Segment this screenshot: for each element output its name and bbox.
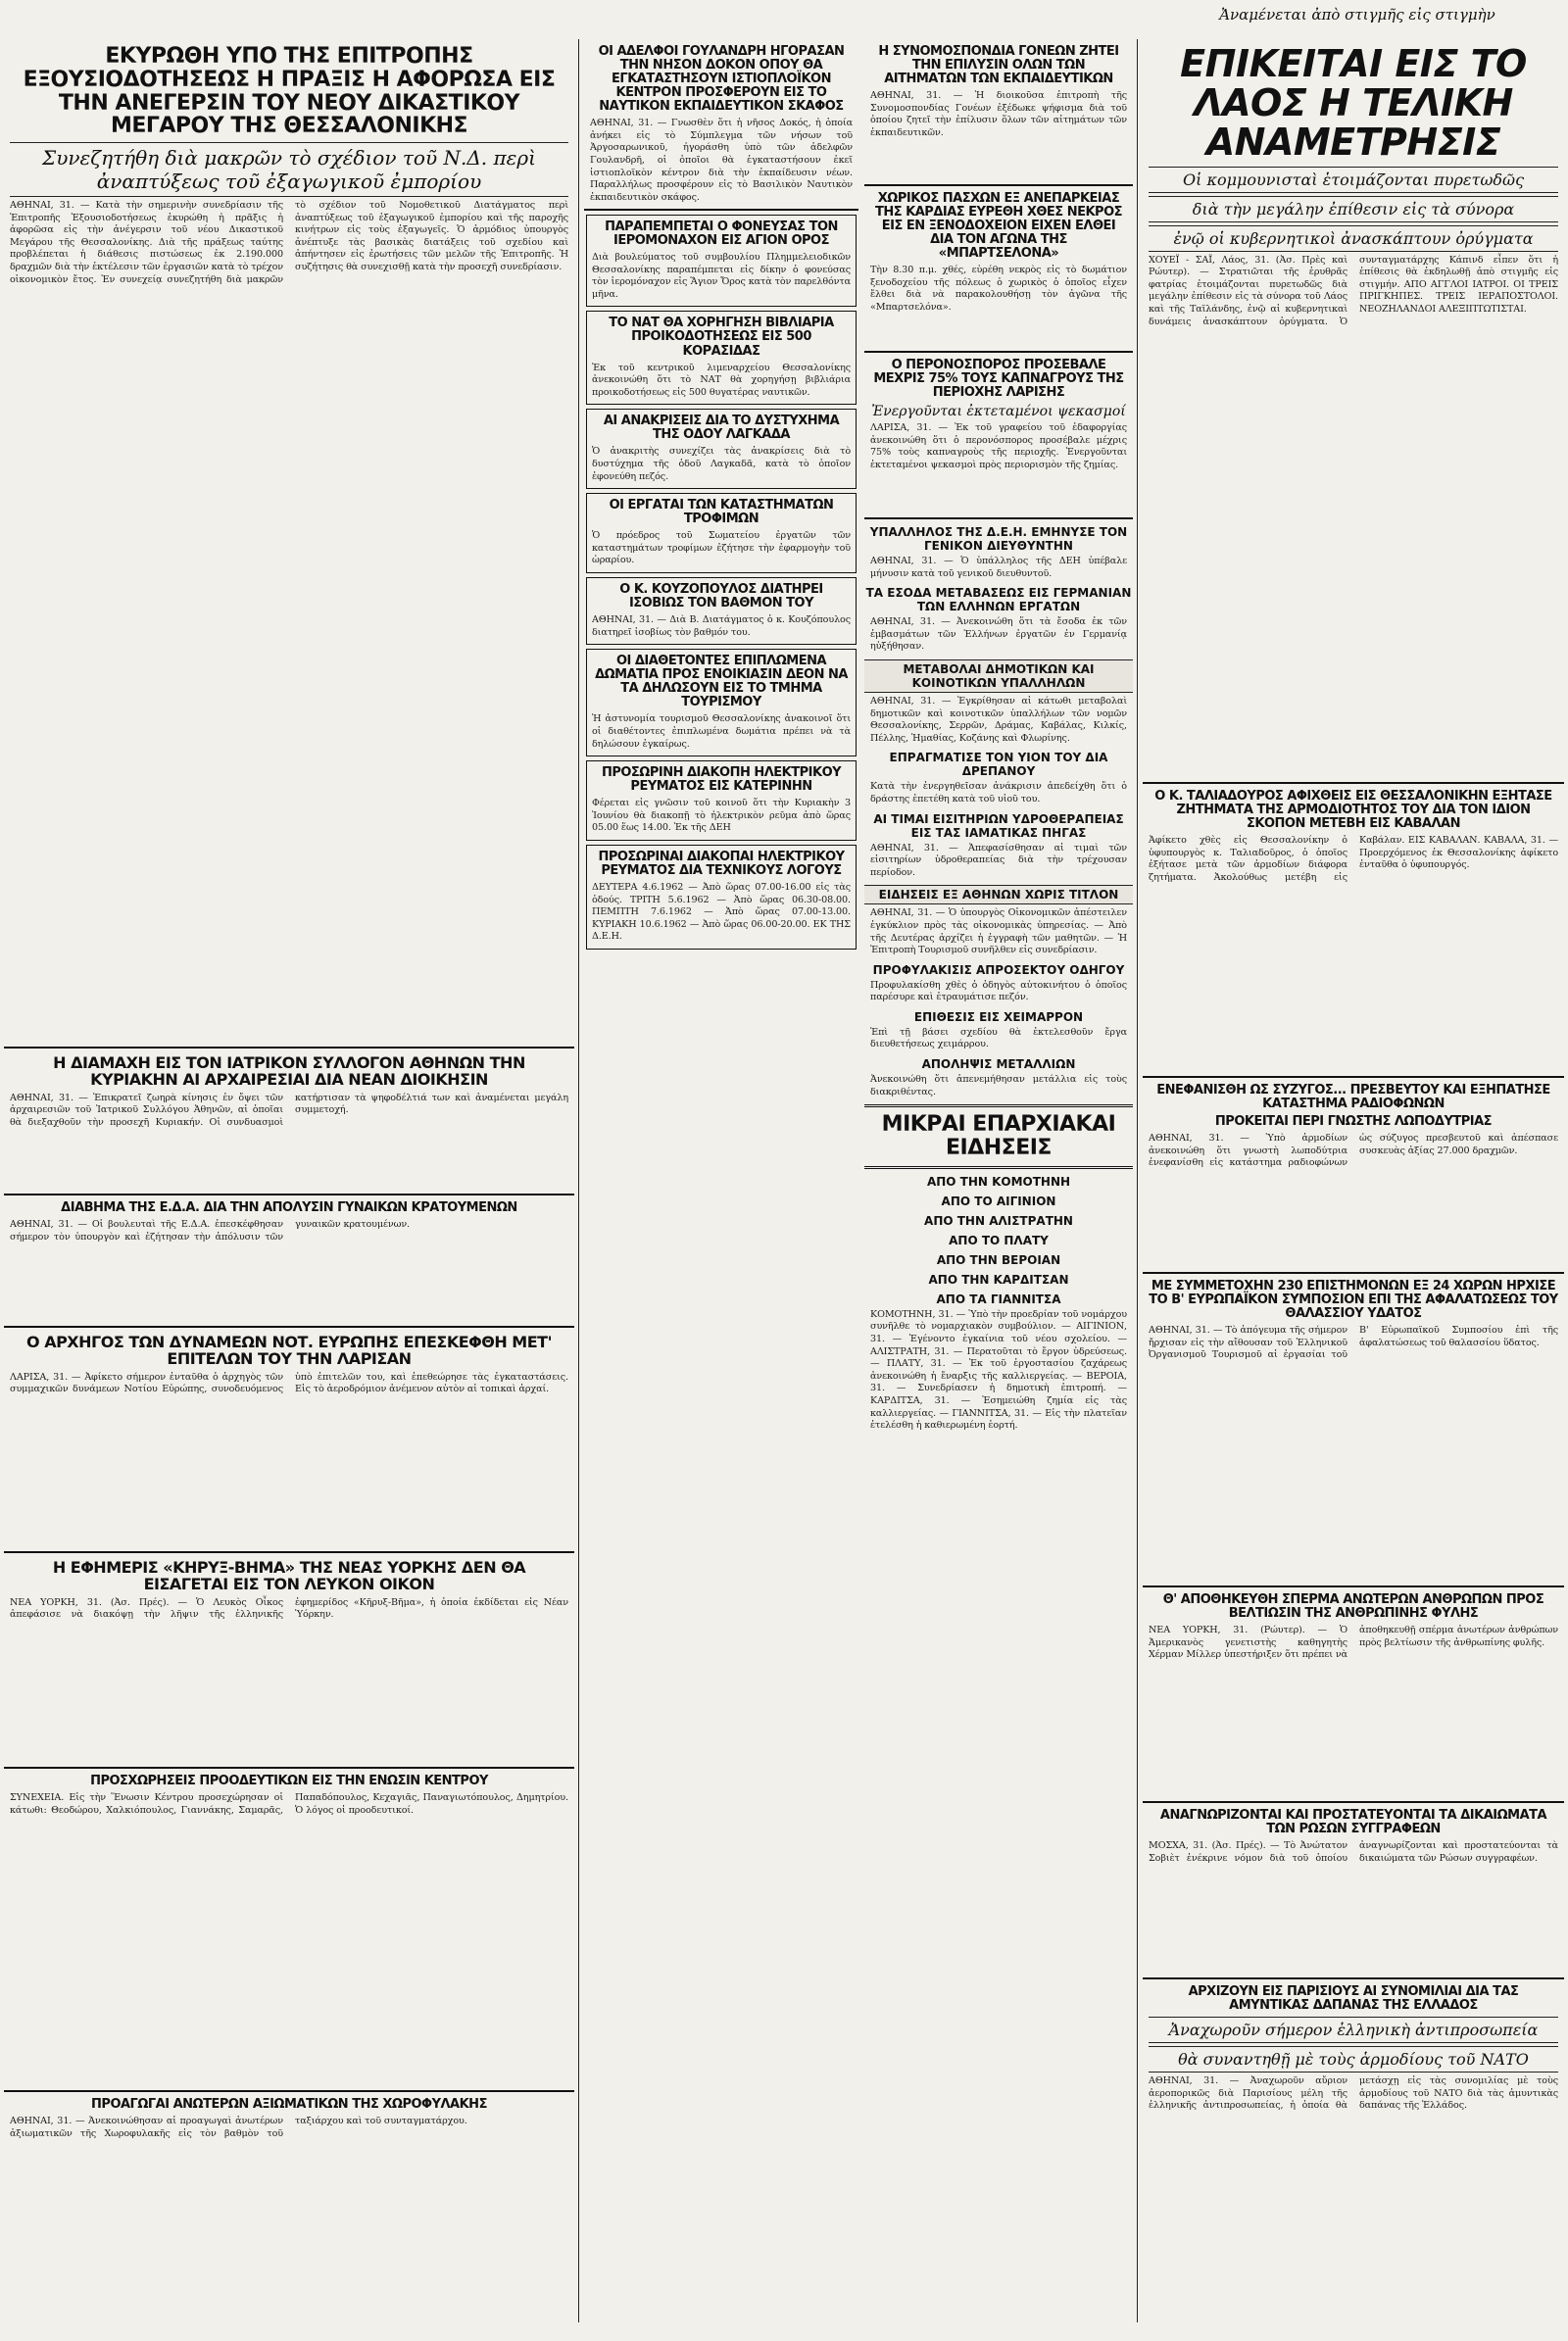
box-monk-headline: ΠΑΡΑΠΕΜΠΕΤΑΙ Ο ΦΟΝΕΥΣΑΣ ΤΟΝ ΙΕΡΟΜΟΝΑΧΟΝ ΕΙΣ ΑΓΙΟΝ ΟΡΟΣ [605,219,838,249]
column-center-left [584,39,858,2332]
story-radio-shop-headline: ΕΝΕΦΑΝΙΣΘΗ ΩΣ ΣΥΖΥΓΟΣ... ΠΡΕΣΒΕΥΤΟΥ ΚΑΙ ΕΞΗΠΑΤΗΣΕ ΚΑΤΑΣΤΗΜΑ ΡΑΔΙΟΦΩΝΩΝ [1156,1083,1550,1112]
story-springs-headline: ΑΙ ΤΙΜΑΙ ΕΙΣΙΤΗΡΙΩΝ ΥΔΡΟΘΕΡΑΠΕΙΑΣ ΕΙΣ ΤΑΣ ΙΑΜΑΤΙΚΑΣ ΠΗΓΑΣ [873,811,1124,840]
story-kiryx-body: ΝΕΑ ΥΟΡΚΗ, 31. (Ἀσ. Πρές). — Ὁ Λευκὸς Οἶκος ἀπεφάσισε νὰ διακόψῃ τὴν λῆψιν τῆς ἑλληνικῆς ἐφημερίδος «Κῆρυξ-Βῆμα», ἡ ὁποία ἐκδίδεται εἰς Νέαν Ὑόρκην. [10,1596,568,1621]
story-gendarmerie-body: ΑΘΗΝΑΙ, 31. — Ἀνεκοινώθησαν αἱ προαγωγαὶ ἀνωτέρων ἀξιωματικῶν τῆς Χωροφυλακῆς εἰς τὸν βαθμὸν τοῦ ταξιάρχου καὶ τοῦ συνταγματάρχου. [10,2116,467,2139]
box-nat [586,311,857,405]
story-kiryx-headline: Η ΕΦΗΜΕΡΙΣ «ΚΗΡΥΞ-ΒΗΜΑ» ΤΗΣ ΝΕΑΣ ΥΟΡΚΗΣ ΔΕΝ ΘΑ ΕΙΣΑΓΕΤΑΙ ΕΙΣ ΤΟΝ ΛΕΥΚΟΝ ΟΙΚΟΝ [52,1558,526,1594]
story-torrent-body: Ἐπὶ τῇ βάσει σχεδίου θὰ ἐκτελεσθοῦν ἔργα διευθετήσεως χειμάρρου. [870,1026,1127,1050]
story-sperm [1143,1587,1564,1803]
story-taliadouros-headline: Ο Κ. ΤΑΛΙΑΔΟΥΡΟΣ ΑΦΙΧΘΕΙΣ ΕΙΣ ΘΕΣΣΑΛΟΝΙΚΗΝ ΕΞΗΤΑΣΕ ΖΗΤΗΜΑΤΑ ΤΗΣ ΑΡΜΟΔΙΟΤΗΤΟΣ ΤΟΥ ΔΙΑ ΤΟΝ ΙΔΙΟΝ ΣΚΟΠΟΝ ΜΕΤΕΒΗ ΕΙΣ ΚΑΒΑΛΑΝ [1154,789,1552,832]
story-gendarmerie [4,2092,574,2288]
story-untitled-news-headline: ΕΙΔΗΣΕΙΣ ΕΞ ΑΘΗΝΩΝ ΧΩΡΙΣ ΤΙΤΛΟΝ [864,885,1133,904]
box-workers [586,493,857,573]
story-doctors-headline: Η ΔΙΑΜΑΧΗ ΕΙΣ ΤΟΝ ΙΑΤΡΙΚΟΝ ΣΥΛΛΟΓΟΝ ΑΘΗΝΩΝ ΤΗΝ ΚΥΡΙΑΚΗΝ ΑΙ ΑΡΧΑΙΡΕΣΙΑΙ ΔΙΑ ΝΕΑΝ ΔΙΟΙΚΗΣΙΝ [53,1053,525,1090]
column-left [4,39,574,2332]
notice-katerini [586,760,857,841]
story-goulandris-body: ΑΘΗΝΑΙ, 31. — Γνωσθὲν ὅτι ἡ νῆσος Δοκός, ἡ ὁποία ἀνήκει εἰς τὸ Σύμπλεγμα τῶν νήσων τοῦ Ἀργοσαρωνικοῦ, ἠγοράσθη ὑπὸ τῶν ἀδελφῶν Γουλανδρῆ, οἱ ὁποῖοι θὰ ἐγκαταστήσουν ἐκεῖ ἱστιοπλοϊκὸν κέντρον διὰ τὴν ἐκπαίδευσιν νέων. Παραλλήλως προσφέρουν εἰς τὸ Βασιλικὸν Ναυτικὸν ἐκπαιδευτικὸν σκάφος. [590,118,853,203]
notice-power-cuts-body: ΔΕΥΤΕΡΑ 4.6.1962 — Ἀπὸ ὥρας 07.00-16.00 εἰς τὰς ὁδούς. ΤΡΙΤΗ 5.6.1962 — Ἀπὸ ὥρας 06.30-08.00. ΠΕΜΠΤΗ 7.6.1962 — Ἀπὸ ὥρας 07.00-13.00. ΚΥΡΙΑΚΗ 10.6.1962 — Ἀπὸ ὥρας 06.00-20.00. ΕΚ ΤΗΣ Δ.Ε.Η. [592,882,851,943]
box-monk-body: Διὰ βουλεύματος τοῦ συμβουλίου Πλημμελειοδικῶν Θεσσαλονίκης παραπέμπεται εἰς δίκην ὁ φονεύσας τὸν ἱερομόναχον εἰς Ἅγιον Ὄρος κατὰ τὸν παρελθόντα μῆνα. [592,252,851,300]
story-torrent-headline: ΕΠΙΘΕΣΙΣ ΕΙΣ ΧΕΙΜΑΡΡΟΝ [913,1009,1084,1024]
box-lagkada [586,409,857,489]
story-medals-headline: ΑΠΟΛΗΨΙΣ ΜΕΤΑΛΛΙΩΝ [921,1057,1076,1072]
box-monk [586,215,857,307]
story-barcelona-headline: ΧΩΡΙΚΟΣ ΠΑΣΧΩΝ ΕΞ ΑΝΕΠΑΡΚΕΙΑΣ ΤΗΣ ΚΑΡΔΙΑΣ ΕΥΡΕΘΗ ΧΘΕΣ ΝΕΚΡΟΣ ΕΙΣ ΕΝ ΞΕΝΟΔΟΧΕΙΟΝ ΕΙΧΕΝ ΕΛΘΕΙ ΔΙΑ ΤΟΝ ΑΓΩΝΑ ΤΗΣ «ΜΠΑΡΤΣΕΛΟΝΑ» [875,191,1122,262]
provincial-place: ΑΠΟ ΤΑ ΓΙΑΝΝΙΤΣΑ [936,1292,1061,1306]
provincial-place: ΑΠΟ ΤΟ ΠΛΑΤΥ [949,1233,1049,1247]
lead-body: ΑΘΗΝΑΙ, 31. — Κατὰ τὴν σημερινὴν συνεδρίασιν τῆς Ἐπιτροπῆς Ἐξουσιοδοτήσεως ἐκυρώθη ἡ πρᾶξις ἡ ἀφορῶσα εἰς τὴν ἀνέγερσιν τοῦ νέου Δικαστικοῦ Μεγάρου τῆς Θεσσαλονίκης. Διὰ τῆς πράξεως ταύτης προβλέπεται ἡ διάθεσις πιστώσεως ἐκ 2.190.000 δραχμῶν διὰ τὴν ἐκτέλεσιν τῶν ἐργασιῶν κατὰ τὸ τρέχον οἰκονομικὸν ἔτος. Ἐν συνεχείᾳ συνεζητήθη διὰ μακρῶν τὸ σχέδιον τοῦ Νομοθετικοῦ Διατάγματος περὶ ἀναπτύξεως τοῦ ἐξαγωγικοῦ ἐμπορίου καὶ τῆς παροχῆς κινήτρων εἰς τοὺς ἐξαγωγεῖς. Ὁ ἁρμόδιος ὑπουργὸς ἀνέπτυξε τὰς βασικὰς διατάξεις τοῦ σχεδίου καὶ ἀπήντησεν εἰς ἐρωτήσεις τῶν μελῶν τῆς Ἐπιτροπῆς. Ἡ συζήτησις θὰ συνεχισθῇ κατὰ τὴν προσεχῆ συνεδρίασιν. [10,200,568,285]
story-tobacco-headline: Ο ΠΕΡΟΝΟΣΠΟΡΟΣ ΠΡΟΣΕΒΑΛΕ ΜΕΧΡΙΣ 75% ΤΟΥΣ ΚΑΠΝΑΓΡΟΥΣ ΤΗΣ ΠΕΡΙΟΧΗΣ ΛΑΡΙΣΗΣ [873,358,1124,401]
column-right [1143,39,1564,2332]
story-municipal-body: ΑΘΗΝΑΙ, 31. — Ἐγκρίθησαν αἱ κάτωθι μεταβολαὶ δημοτικῶν καὶ κοινοτικῶν ὑπαλλήλων τῶν νομῶν Θεσσαλονίκης, Σερρῶν, Δράμας, Καβάλας, Κιλκίς, Πέλλης, Ἠμαθίας, Κοζάνης καὶ Φλωρίνης. [870,695,1127,744]
story-laos [1143,39,1564,784]
story-laos-sub3: ἐνῷ οἱ κυβερνητικοὶ ἀνασκάπτουν ὀρύγματα [1149,225,1558,252]
story-gendarmerie-headline: ΠΡΟΑΓΩΓΑΙ ΑΝΩΤΕΡΩΝ ΑΞΙΩΜΑΤΙΚΩΝ ΤΗΣ ΧΩΡΟΦΥΛΑΚΗΣ [91,2097,487,2112]
provincial-place: ΑΠΟ ΤΗΝ ΑΛΙΣΤΡΑΤΗΝ [924,1213,1073,1228]
story-radio-shop-sub: ΠΡΟΚΕΙΤΑΙ ΠΕΡΙ ΓΝΩΣΤΗΣ ΛΩΠΟΔΥΤΡΙΑΣ [1214,1114,1493,1130]
story-taliadouros-body: Ἀφίκετο χθὲς εἰς Θεσσαλονίκην ὁ ὑφυπουργὸς κ. Ταλιαδοῦρος, ὁ ὁποῖος ἐξήτασε μετὰ τῶν ἁρμοδίων διάφορα ζητήματα. Ἀκολούθως μετέβη εἰς Καβάλαν. ΕΙΣ ΚΑΒΑΛΑΝ. ΚΑΒΑΛΑ, 31. — Προερχόμενος ἐκ Θεσσαλονίκης ἀφίκετο ἐνταῦθα ὁ ὑφυπουργός. [1149,835,1558,883]
box-rooms-headline: ΟΙ ΔΙΑΘΕΤΟΝΤΕΣ ΕΠΙΠΛΩΜΕΝΑ ΔΩΜΑΤΙΑ ΠΡΟΣ ΕΝΟΙΚΙΑΣΙΝ ΔΕΟΝ ΝΑ ΤΑ ΔΗΛΩΣΟΥΝ ΕΙΣ ΤΟ ΤΜΗΜΑ ΤΟΥΡΙΣΜΟΥ [595,654,848,710]
story-laos-body: ΧΟΥΕΪ - ΣΑΪ, Λάος, 31. (Ἀσ. Πρὲς καὶ Ρώυτερ). — Στρατιῶται τῆς ἑρυθρᾶς φατρίας ἐτοιμάζονται πυρετωδῶς διὰ μεγάλην ἐπίθεσιν εἰς τὰ σύνορα τοῦ Λάος καὶ τῆς Ταϊλάνδης, ἐνῷ αἱ κυβερνητικαὶ δυνάμεις ἀνασκάπτουν ὀρύγματα. Ὁ συνταγματάρχης Κάπινδ εἶπεν ὅτι ἡ ἐπίθεσις θὰ ἐκδηλωθῇ ἀπὸ στιγμῆς εἰς στιγμήν. ΑΠΟ ΑΓΓΛΟΙ ΙΑΤΡΟΙ. ΟΙ ΤΡΕΙΣ ΠΡΙΓΚΗΠΕΣ. ΤΡΕΙΣ ΙΕΡΑΠΟΣΤΟΛΟΙ. ΝΕΟΖΗΛΑΝΔΟΙ ΑΛΕΞΙΠΤΩΤΙΣΤΑΙ. [1149,254,1558,327]
story-barcelona [864,186,1133,353]
story-center-union-body: ΣΥΝΕΧΕΙΑ. Εἰς τὴν Ἕνωσιν Κέντρου προσεχώρησαν οἱ κάτωθι: Θεοδώρου, Χαλκιόπουλος, Γιαννάκης, Σαμαρᾶς, Παπαδόπουλος, Κεχαγιᾶς, Παναγιωτόπουλος, Δημητρίου. Ὁ λόγος οἱ προοδευτικοί. [10,1792,568,1816]
story-symposium-body: ΑΘΗΝΑΙ, 31. — Τὸ ἀπόγευμα τῆς σήμερον ἤρχισαν εἰς τὴν αἴθουσαν τοῦ Ἑλληνικοῦ Ὀργανισμοῦ Τουρισμοῦ αἱ ἐργασίαι τοῦ Β' Εὐρωπαϊκοῦ Συμποσίου ἐπὶ τῆς ἀφαλατώσεως τοῦ θαλασσίου ὕδατος. [1149,1325,1558,1361]
story-eda-headline: ΔΙΑΒΗΜΑ ΤΗΣ Ε.Δ.Α. ΔΙΑ ΤΗΝ ΑΠΟΛΥΣΙΝ ΓΥΝΑΙΚΩΝ ΚΡΑΤΟΥΜΕΝΩΝ [61,1200,517,1215]
story-goulandris [584,39,858,211]
story-sperm-body: ΝΕΑ ΥΟΡΚΗ, 31. (Ρώυτερ). — Ὁ Ἀμερικανὸς γενετιστὴς καθηγητὴς Χέρμαν Μίλλερ ὑπεστήριξεν ὅτι πρέπει νὰ ἀποθηκευθῇ σπέρμα ἀνωτέρων ἀνθρώπων πρὸς βελτίωσιν τῆς ἀνθρωπίνης φυλῆς. [1149,1625,1558,1661]
notice-power-cuts [586,845,857,950]
box-kouzopoulos-headline: Ο Κ. ΚΟΥΖΟΠΟΥΛΟΣ ΔΙΑΤΗΡΕΙ ΙΣΟΒΙΩΣ ΤΟΝ ΒΑΘΜΟΝ ΤΟΥ [619,582,823,611]
story-nato-commander-headline: Ο ΑΡΧΗΓΟΣ ΤΩΝ ΔΥΝΑΜΕΩΝ ΝΟΤ. ΕΥΡΩΠΗΣ ΕΠΕΣΚΕΦΘΗ ΜΕΤ' ΕΠΙΤΕΛΩΝ ΤΟΥ ΤΗΝ ΛΑΡΙΣΑΝ [26,1333,552,1369]
story-dei-body: ΑΘΗΝΑΙ, 31. — Ὁ ὑπάλληλος τῆς ΔΕΗ ὑπέβαλε μήνυσιν κατὰ τοῦ γενικοῦ διευθυντοῦ. [870,556,1127,579]
column-rule [578,39,579,2322]
lead-subheadline: Συνεζητήθη διὰ μακρῶν τὸ σχέδιον τοῦ Ν.Δ. περὶ ἀναπτύξεως τοῦ ἐξαγωγικοῦ ἐμπορίου [10,142,568,197]
notice-power-cuts-headline: ΠΡΟΣΩΡΙΝΑΙ ΔΙΑΚΟΠΑΙ ΗΛΕΚΤΡΙΚΟΥ ΡΕΥΜΑΤΟΣ ΔΙΑ ΤΕΧΝΙΚΟΥΣ ΛΟΓΟΥΣ [598,850,845,879]
story-nato-commander [4,1328,574,1553]
story-kiryx [4,1553,574,1769]
story-germany-headline: ΤΑ ΕΣΟΔΑ ΜΕΤΑΒΑΣΕΩΣ ΕΙΣ ΓΕΡΜΑΝΙΑΝ ΤΩΝ ΕΛΛΗΝΩΝ ΕΡΓΑΤΩΝ [865,586,1132,614]
story-nato-commander-body: ΛΑΡΙΣΑ, 31. — Ἀφίκετο σήμερον ἐνταῦθα ὁ ἀρχηγὸς τῶν συμμαχικῶν δυνάμεων Νοτίου Εὐρώπης, συνοδευόμενος ὑπὸ ἐπιτελῶν του, καὶ ἐπεθεώρησε τὰς ἐγκαταστάσεις. Εἰς τὸ ἀεροδρόμιον ἀνέμενον αὐτὸν αἱ τοπικαὶ ἀρχαί. [10,1371,568,1395]
provincial-place: ΑΠΟ ΤΗΝ ΚΟΜΟΤΗΝΗ [926,1174,1071,1189]
story-tobacco-body: ΛΑΡΙΣΑ, 31. — Ἐκ τοῦ γραφείου τοῦ ἐδαφοργίας ἀνεκοινώθη ὅτι ὁ περονόσπορος προσέβαλε μέχρις 75% τοὺς καπναγροὺς τῆς περιοχῆς. Ἐνεργοῦνται ἐκτεταμένοι ψεκασμοὶ πρὸς περιορισμὸν τῆς ζημίας. [870,422,1127,470]
story-center-union [4,1769,574,2092]
story-eda-body: ΑΘΗΝΑΙ, 31. — Οἱ βουλευταὶ τῆς Ε.Δ.Α. ἐπεσκέφθησαν σήμερον τὸν ὑπουργὸν καὶ ἐζήτησαν τὴν ἀπόλυσιν τῶν γυναικῶν κρατουμένων. [10,1219,411,1243]
story-parents [864,39,1133,186]
story-springs-body: ΑΘΗΝΑΙ, 31. — Ἀπεφασίσθησαν αἱ τιμαὶ τῶν εἰσιτηρίων ὑδροθεραπείας διὰ τὴν τρέχουσαν περίοδον. [870,842,1127,878]
story-doctors [4,1049,574,1195]
story-symposium-headline: ΜΕ ΣΥΜΜΕΤΟΧΗΝ 230 ΕΠΙΣΤΗΜΟΝΩΝ ΕΞ 24 ΧΩΡΩΝ ΗΡΧΙΣΕ ΤΟ Β' ΕΥΡΩΠΑΪΚΟΝ ΣΥΜΠΟΣΙΟΝ ΕΠΙ ΤΗΣ ΑΦΑΛΑΤΩΣΕΩΣ ΤΟΥ ΘΑΛΑΣΣΙΟΥ ΥΔΑΤΟΣ [1149,1279,1558,1322]
story-russian-writers [1143,1803,1564,1979]
box-rooms [586,649,857,756]
story-doctors-body: ΑΘΗΝΑΙ, 31. — Ἐπικρατεῖ ζωηρὰ κίνησις ἐν ὄψει τῶν ἀρχαιρεσιῶν τοῦ Ἰατρικοῦ Συλλόγου Ἀθηνῶν, αἱ ὁποῖαι θὰ διεξαχθοῦν τὴν προσεχῆ Κυριακήν. Οἱ συνδυασμοὶ κατήρτισαν τὰ ψηφοδέλτιά των καὶ ἀναμένεται μεγάλη συμμετοχή. [10,1092,568,1128]
box-lagkada-body: Ὁ ἀνακριτὴς συνεχίζει τὰς ἀνακρίσεις διὰ τὸ δυστύχημα τῆς ὁδοῦ Λαγκαδᾶ, κατὰ τὸ ὁποῖον ἐφονεύθη πεζός. [592,446,851,482]
column-rule [1137,39,1138,2322]
provincial-place: ΑΠΟ ΤΗΝ ΒΕΡΟΙΑΝ [936,1252,1061,1267]
box-nat-body: Ἐκ τοῦ κεντρικοῦ λιμεναρχείου Θεσσαλονίκης ἀνεκοινώθη ὅτι τὸ ΝΑΤ θὰ χορηγήσῃ βιβλιάρια προικοδοτήσεως εἰς 500 θυγατέρας ναυτικῶν. [592,362,851,398]
story-goulandris-headline: ΟΙ ΑΔΕΛΦΟΙ ΓΟΥΛΑΝΔΡΗ ΗΓΟΡΑΣΑΝ ΤΗΝ ΝΗΣΟΝ ΔΟΚΟΝ ΟΠΟΥ ΘΑ ΕΓΚΑΤΑΣΤΗΣΟΥΝ ΙΣΤΙΟΠΛΟΪΚΟΝ ΚΕΝΤΡΟΝ ΠΡΟΣΦΕΡΟΥΝ ΕΙΣ ΤΟ ΝΑΥΤΙΚΟΝ ΕΚΠΑΙΔΕΥΤΙΚΟΝ ΣΚΑΦΟΣ [598,44,845,115]
story-russian-writers-body: ΜΟΣΧΑ, 31. (Ἀσ. Πρές). — Τὸ Ἀνώτατον Σοβιὲτ ἐνέκρινε νόμον διὰ τοῦ ὁποίου ἀναγνωρίζονται καὶ προστατεύονται τὰ δικαιώματα τῶν Ρώσων συγγραφέων. [1149,1840,1558,1864]
box-kouzopoulos-body: ΑΘΗΝΑΙ, 31. — Διὰ Β. Διατάγματος ὁ κ. Κουζόπουλος διατηρεῖ ἰσοβίως τὸν βαθμόν του. [592,614,851,638]
story-laos-sub1: Οἱ κομμουνισταὶ ἑτοιμάζονται πυρετωδῶς [1149,167,1558,193]
box-rooms-body: Ἡ ἀστυνομία τουρισμοῦ Θεσσαλονίκης ἀνακοινοῖ ὅτι οἱ διαθέτοντες ἐπιπλωμένα δωμάτια πρέπει νὰ τὰ δηλώσουν ἐγκαίρως. [592,713,851,750]
story-medals-body: Ἀνεκοινώθη ὅτι ἀπενεμήθησαν μετάλλια εἰς τοὺς διακριθέντας. [870,1074,1127,1097]
story-nato-talks-headline: ΑΡΧΙΖΟΥΝ ΕΙΣ ΠΑΡΙΣΙΟΥΣ ΑΙ ΣΥΝΟΜΙΛΙΑΙ ΔΙΑ ΤΑΣ ΑΜΥΝΤΙΚΑΣ ΔΑΠΑΝΑΣ ΤΗΣ ΕΛΛΑΔΟΣ [1188,1984,1519,2014]
provincial-news-banner [864,1104,1133,1169]
box-kouzopoulos [586,577,857,645]
story-taliadouros [1143,784,1564,1078]
story-barcelona-body: Τὴν 8.30 π.μ. χθές, εὑρέθη νεκρὸς εἰς τὸ δωμάτιον ξενοδοχείου τῆς πόλεως ὁ χωρικὸς ὁ ὁποῖος εἶχεν ἔλθει διὰ νὰ παρακολουθήσῃ τὸν ἀγῶνα τῆς «Μπαρτσελόνα». [870,265,1127,313]
story-symposium [1143,1274,1564,1587]
story-nato-talks-sub1: Ἀναχωροῦν σήμερον ἑλληνικὴ ἀντιπροσωπεία [1149,2017,1558,2043]
story-eda [4,1195,574,1328]
story-laos-banner: ΕΠΙΚΕΙΤΑΙ ΕΙΣ ΤΟ ΛΑΟΣ Η ΤΕΛΙΚΗ ΑΝΑΜΕΤΡΗΣΙΣ [1180,42,1527,164]
story-germany-body: ΑΘΗΝΑΙ, 31. — Ἀνεκοινώθη ὅτι τὰ ἔσοδα ἐκ τῶν ἐμβασμάτων τῶν Ἑλλήνων ἐργατῶν ἐν Γερμανίᾳ ηὐξήθησαν. [870,616,1127,653]
story-nato-talks-sub2: θὰ συναντηθῇ μὲ τοὺς ἁρμοδίους τοῦ ΝΑΤΟ [1149,2046,1558,2073]
box-lagkada-headline: ΑΙ ΑΝΑΚΡΙΣΕΙΣ ΔΙΑ ΤΟ ΔΥΣΤΥΧΗΜΑ ΤΗΣ ΟΔΟΥ ΛΑΓΚΑΔΑ [603,414,840,443]
story-nato-talks [1143,1979,1564,2293]
story-parents-body: ΑΘΗΝΑΙ, 31. — Ἡ διοικοῦσα ἐπιτροπὴ τῆς Συνομοσπονδίας Γονέων ἐξέδωκε ψήφισμα διὰ τοῦ ὁποίου ζητεῖ τὴν ἐπίλυσιν ὅλων τῶν αἰτημάτων τῶν ἐκπαιδευτικῶν. [870,90,1127,138]
story-sickle-headline: ΕΠΡΑΓΜΑΤΙΣΕ ΤΟΝ ΥΙΟΝ ΤΟΥ ΔΙΑ ΔΡΕΠΑΝΟΥ [889,751,1108,779]
story-municipal-headline: ΜΕΤΑΒΟΛΑΙ ΔΗΜΟΤΙΚΩΝ ΚΑΙ ΚΟΙΝΟΤΙΚΩΝ ΥΠΑΛΛΗΛΩΝ [864,659,1133,693]
story-russian-writers-headline: ΑΝΑΓΝΩΡΙΖΟΝΤΑΙ ΚΑΙ ΠΡΟΣΤΑΤΕΥΟΝΤΑΙ ΤΑ ΔΙΚΑΙΩΜΑΤΑ ΤΩΝ ΡΩΣΩΝ ΣΥΓΓΡΑΦΕΩΝ [1159,1808,1547,1837]
provincial-news-headline: ΜΙΚΡΑΙ ΕΠΑΡΧΙΑΚΑΙ ΕΙΔΗΣΕΙΣ [881,1112,1116,1160]
story-sperm-headline: Θ' ΑΠΟΘΗΚΕΥΘΗ ΣΠΕΡΜΑ ΑΝΩΤΕΡΩΝ ΑΝΘΡΩΠΩΝ ΠΡΟΣ ΒΕΛΤΙΩΣΙΝ ΤΗΣ ΑΝΘΡΩΠΙΝΗΣ ΦΥΛΗΣ [1162,1592,1544,1622]
story-radio-shop [1143,1078,1564,1274]
box-workers-headline: ΟΙ ΕΡΓΑΤΑΙ ΤΩΝ ΚΑΤΑΣΤΗΜΑΤΩΝ ΤΡΟΦΙΜΩΝ [609,498,834,527]
story-tobacco [864,353,1133,519]
notice-katerini-headline: ΠΡΟΣΩΡΙΝΗ ΔΙΑΚΟΠΗ ΗΛΕΚΤΡΙΚΟΥ ΡΕΥΜΑΤΟΣ ΕΙΣ ΚΑΤΕΡΙΝΗΝ [601,765,842,795]
column-center-right [864,39,1133,2332]
story-untitled-news-body: ΑΘΗΝΑΙ, 31. — Ὁ ὑπουργὸς Οἰκονομικῶν ἀπέστειλεν ἐγκύκλιον πρὸς τὰς οἰκονομικὰς ὑπηρεσίας. — Ἀπὸ τῆς Δευτέρας ἀρχίζει ἡ ἐγγραφὴ τῶν μαθητῶν. — Ἡ Ἐπιτροπὴ Τουρισμοῦ συνῆλθεν εἰς συνεδρίασιν. [870,907,1127,956]
lead-headline: ΕΚΥΡΩΘΗ ΥΠΟ ΤΗΣ ΕΠΙΤΡΟΠΗΣ ΕΞΟΥΣΙΟΔΟΤΗΣΕΩΣ Η ΠΡΑΞΙΣ Η ΑΦΟΡΩΣΑ ΕΙΣ ΤΗΝ ΑΝΕΓΕΡΣΙΝ ΤΟΥ ΝΕΟΥ ΔΙΚΑΣΤΙΚΟΥ ΜΕΓΑΡΟΥ ΤΗΣ ΘΕΣΣΑΛΟΝΙΚΗΣ [23,44,556,139]
story-driver-body: Προφυλακίσθη χθὲς ὁ ὁδηγὸς αὐτοκινήτου ὁ ὁποῖος παρέσυρε καὶ ἐτραυμάτισε πεζόν. [870,979,1127,1003]
story-driver-headline: ΠΡΟΦΥΛΑΚΙΣΙΣ ΑΠΡΟΣΕΚΤΟΥ ΟΔΗΓΟΥ [872,962,1125,977]
top-kicker: Ἀναμένεται ἀπὸ στιγμῆς εἰς στιγμὴν [1219,6,1495,24]
notice-katerini-body: Φέρεται εἰς γνῶσιν τοῦ κοινοῦ ὅτι τὴν Κυριακὴν 3 Ἰουνίου θὰ διακοπῇ τὸ ἠλεκτρικὸν ρεῦμα ἀπὸ ὥρας 05.00 ἕως 14.00. Ἐκ τῆς ΔΕΗ [592,798,851,834]
story-dei-headline: ΥΠΑΛΛΗΛΟΣ ΤΗΣ Δ.Ε.Η. ΕΜΗΝΥΣΕ ΤΟΝ ΓΕΝΙΚΟΝ ΔΙΕΥΘΥΝΤΗΝ [869,525,1128,553]
story-nato-talks-body: ΑΘΗΝΑΙ, 31. — Ἀναχωροῦν αὔριον ἀεροπορικῶς διὰ Παρισίους μέλη τῆς ἑλληνικῆς ἀντιπροσωπείας, ἡ ὁποία θὰ μετάσχῃ εἰς τὰς συνομιλίας μὲ τοὺς ἁρμοδίους τοῦ ΝΑΤΟ διὰ τὰς ἀμυντικὰς δαπάνας τῆς Ἑλλάδος. [1149,2075,1558,2112]
lead-story [4,39,574,1049]
story-laos-sub2: διὰ τὴν μεγάλην ἐπίθεσιν εἰς τὰ σύνορα [1149,196,1558,222]
provincial-place: ΑΠΟ ΤΗΝ ΚΑΡΔΙΤΣΑΝ [928,1272,1069,1287]
provincial-place: ΑΠΟ ΤΟ ΑΙΓΙΝΙΟΝ [941,1194,1056,1208]
story-radio-shop-body: ΑΘΗΝΑΙ, 31. — Ὑπὸ ἀρμοδίων ἀνεκοινώθη ὅτι γνωστὴ λωποδύτρια ἐνεφανίσθη εἰς κατάστημα ραδιοφώνων ὡς σύζυγος πρεσβευτοῦ καὶ ἀπέσπασε συσκευὰς ἀξίας 27.000 δραχμῶν. [1149,1133,1558,1169]
story-sickle-body: Κατὰ τὴν ἐνεργηθεῖσαν ἀνάκρισιν ἀπεδείχθη ὅτι ὁ δράστης ἐπετέθη κατὰ τοῦ υἱοῦ του. [870,781,1127,805]
story-parents-headline: Η ΣΥΝΟΜΟΣΠΟΝΔΙΑ ΓΟΝΕΩΝ ΖΗΤΕΙ ΤΗΝ ΕΠΙΛΥΣΙΝ ΟΛΩΝ ΤΩΝ ΑΙΤΗΜΑΤΩΝ ΤΩΝ ΕΚΠΑΙΔΕΥΤΙΚΩΝ [878,44,1119,87]
story-tobacco-sub: Ἐνεργοῦνται ἐκτεταμένοι ψεκασμοί [871,404,1126,420]
box-nat-headline: ΤΟ ΝΑΤ ΘΑ ΧΟΡΗΓΗΣΗ ΒΙΒΛΙΑΡΙΑ ΠΡΟΙΚΟΔΟΤΗΣΕΩΣ ΕΙΣ 500 ΚΟΡΑΣΙΔΑΣ [609,316,834,359]
provincial-news-body: ΚΟΜΟΤΗΝΗ, 31. — Ὑπὸ τὴν προεδρίαν τοῦ νομάρχου συνῆλθε τὸ νομαρχιακὸν συμβούλιον. — ΑΙΓΙΝΙΟΝ, 31. — Ἐγένοντο ἐγκαίνια τοῦ νέου σχολείου. — ΑΛΙΣΤΡΑΤΗ, 31. — Περατοῦται τὸ ἔργον ὑδρεύσεως. — ΠΛΑΤΥ, 31. — Ἐκ τοῦ ἐργοστασίου ζαχάρεως ἀνεκοινώθη ἡ ἔναρξις τῆς καλλιεργείας. — ΒΕΡΟΙΑ, 31. — Συνεδρίασεν ἡ δημοτικὴ ἐπιτροπή. — ΚΑΡΔΙΤΣΑ, 31. — Ἐσημειώθη ζημία εἰς τὰς καλλιεργείας. — ΓΙΑΝΝΙΤΣΑ, 31. — Εἰς τὴν πλατεῖαν ἐτελέσθη ἡ καθιερωμένη ἑορτή. [870,1308,1127,1432]
story-center-union-headline: ΠΡΟΣΧΩΡΗΣΕΙΣ ΠΡΟΟΔΕΥΤΙΚΩΝ ΕΙΣ ΤΗΝ ΕΝΩΣΙΝ ΚΕΝΤΡΟΥ [90,1774,488,1788]
box-workers-body: Ὁ πρόεδρος τοῦ Σωματείου ἐργατῶν τῶν καταστημάτων τροφίμων ἐζήτησε τὴν ἐφαρμογὴν τοῦ ὡραρίου. [592,530,851,566]
